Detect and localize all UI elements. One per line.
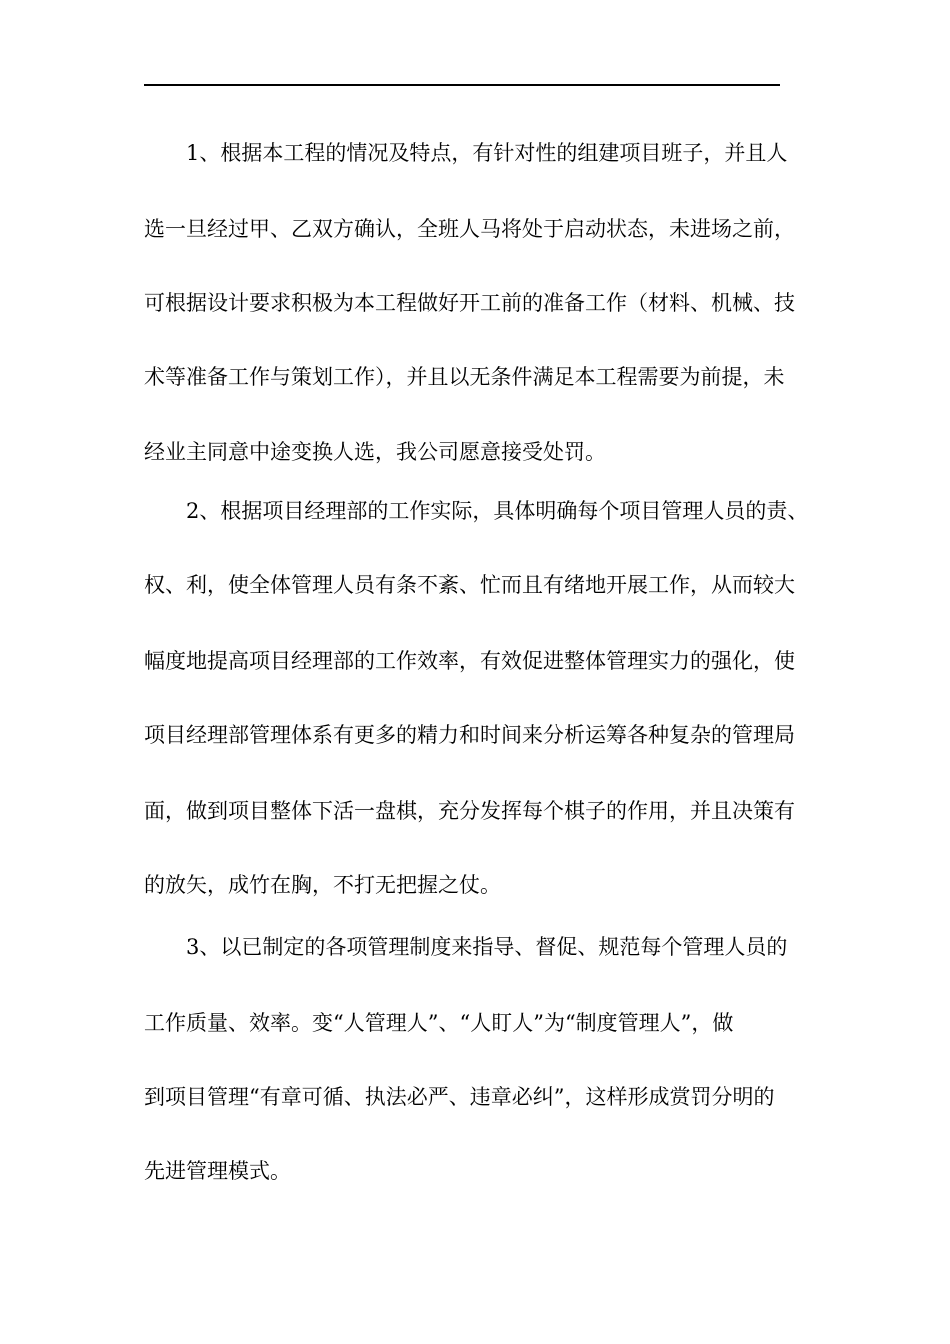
paragraph-1-line-4: 术等准备工作与策划工作），并且以无条件满足本工程需要为前提，未 bbox=[144, 365, 785, 389]
paragraph-1-line-1: 1、根据本工程的情况及特点，有针对性的组建项目班子，并且人 bbox=[186, 141, 788, 165]
paragraph-2-line-4: 项目经理部管理体系有更多的精力和时间来分析运筹各种复杂的管理局 bbox=[144, 723, 795, 747]
paragraph-2-line-3: 幅度地提高项目经理部的工作效率，有效促进整体管理实力的强化，使 bbox=[144, 649, 795, 673]
paragraph-2-line-2: 权、利，使全体管理人员有条不紊、忙而且有绪地开展工作，从而较大 bbox=[144, 573, 795, 597]
paragraph-1-line-3: 可根据设计要求积极为本工程做好开工前的准备工作（材料、机械、技 bbox=[144, 291, 795, 315]
paragraph-3-line-1: 3、以已制定的各项管理制度来指导、督促、规范每个管理人员的 bbox=[186, 935, 788, 959]
paragraph-1-line-5: 经业主同意中途变换人选，我公司愿意接受处罚。 bbox=[144, 440, 606, 464]
paragraph-2-line-5: 面，做到项目整体下活一盘棋，充分发挥每个棋子的作用，并且决策有 bbox=[144, 799, 795, 823]
paragraph-1-line-2: 选一旦经过甲、乙双方确认，全班人马将处于启动状态，未进场之前， bbox=[144, 217, 795, 241]
paragraph-3-line-3: 到项目管理“有章可循、执法必严、违章必纠”，这样形成赏罚分明的 bbox=[144, 1085, 775, 1109]
paragraph-2-line-6: 的放矢，成竹在胸，不打无把握之仗。 bbox=[144, 873, 501, 897]
header-rule bbox=[144, 84, 780, 86]
paragraph-2-line-1: 2、根据项目经理部的工作实际，具体明确每个项目管理人员的责、 bbox=[186, 499, 809, 523]
paragraph-3-line-2: 工作质量、效率。变“人管理人”、“人盯人”为“制度管理人”，做 bbox=[144, 1011, 734, 1035]
paragraph-3-line-4: 先进管理模式。 bbox=[144, 1159, 291, 1183]
